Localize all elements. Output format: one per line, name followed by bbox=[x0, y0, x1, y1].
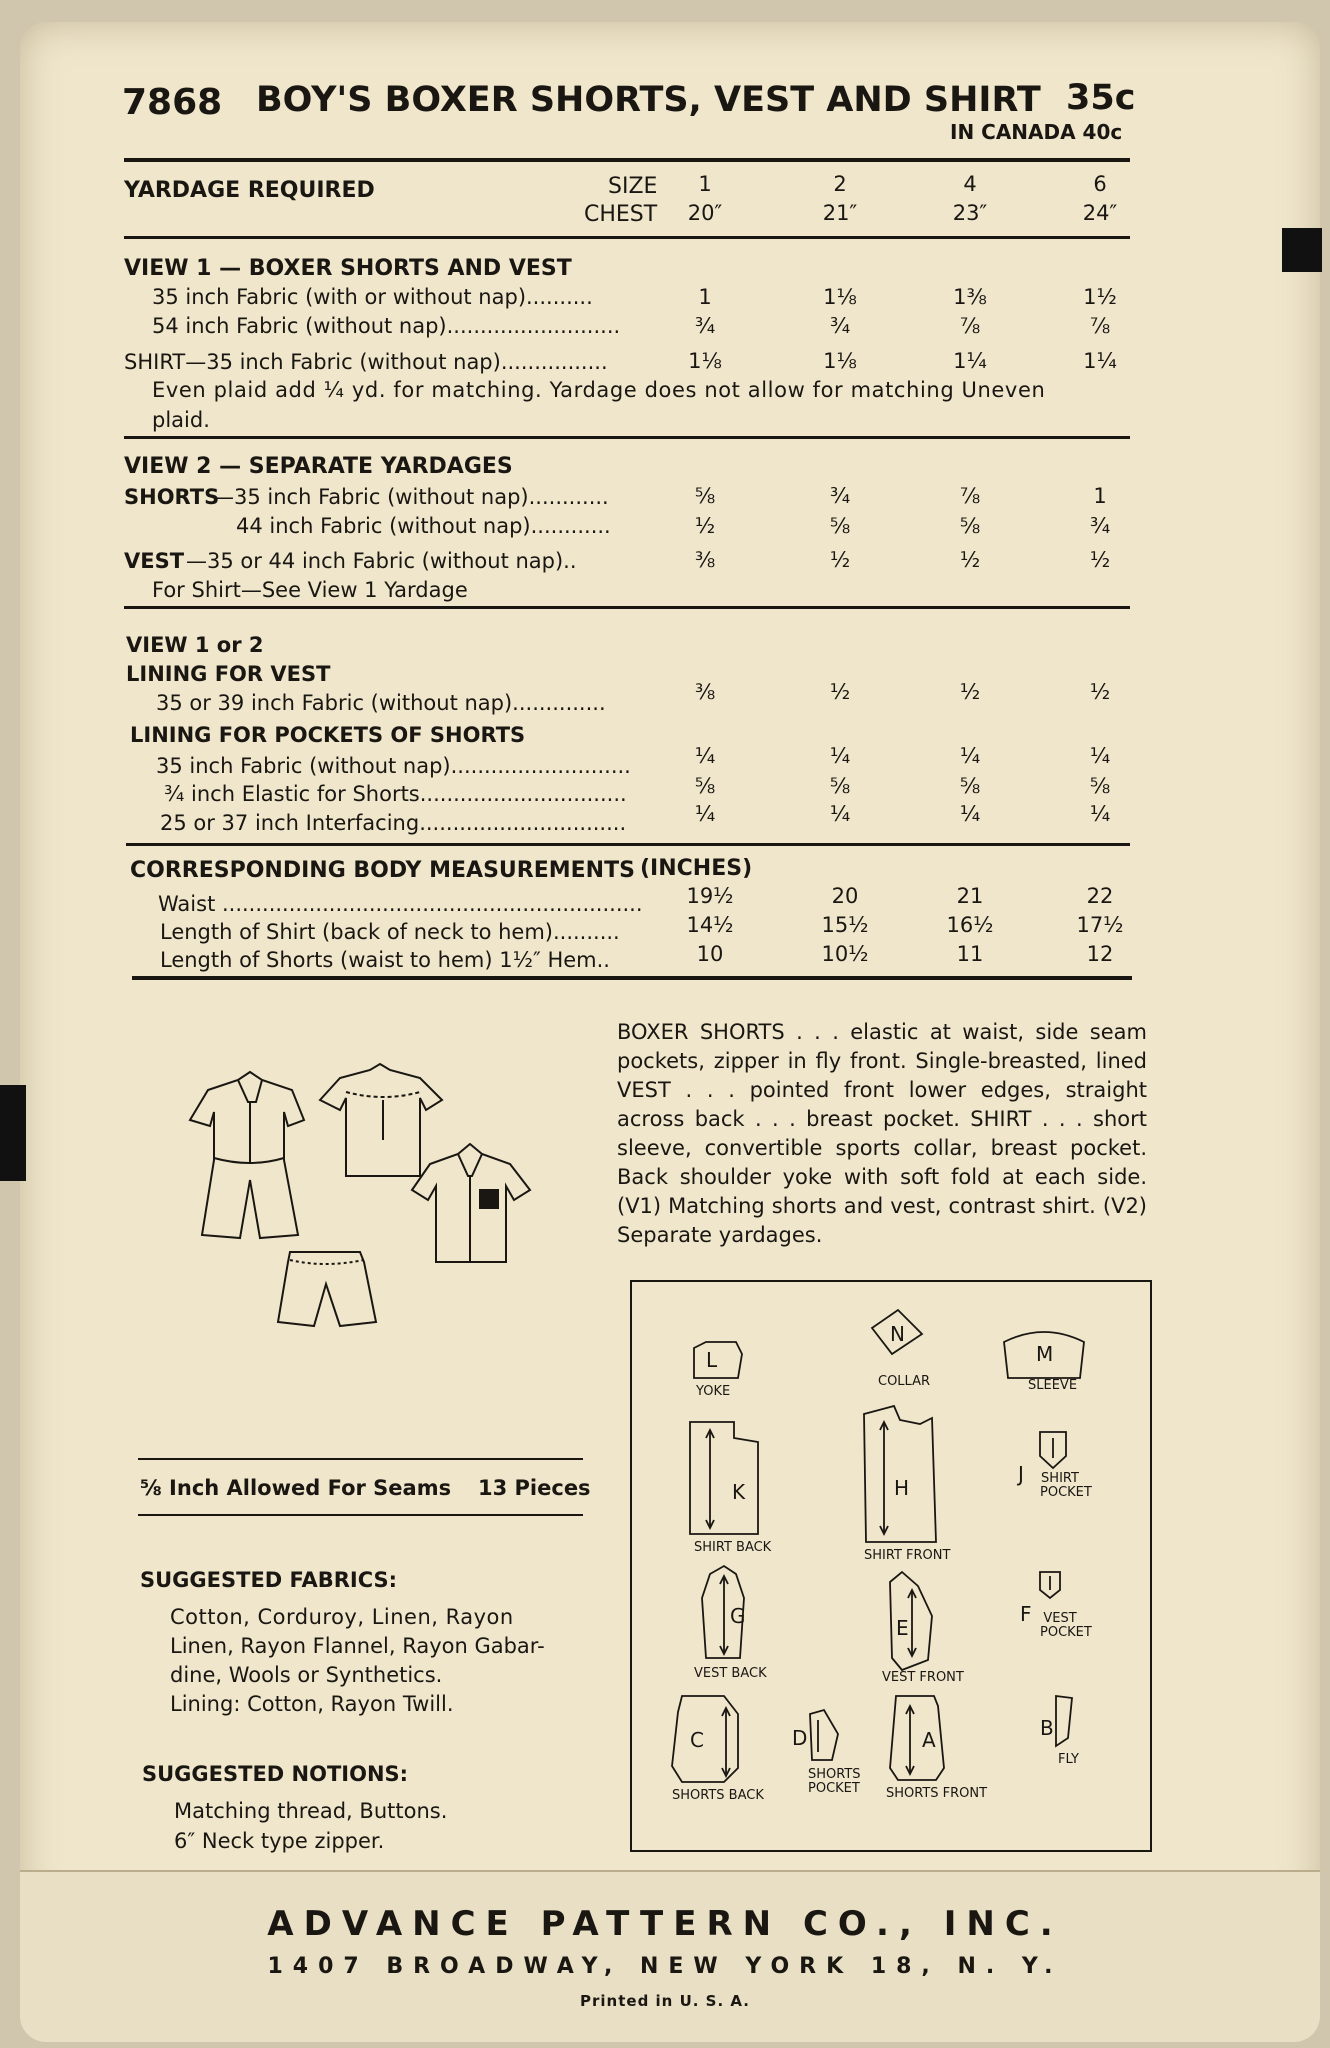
body-rule bbox=[132, 976, 1132, 980]
view2-rule bbox=[124, 606, 1130, 609]
view2-r1-v6: ¾ bbox=[1089, 514, 1111, 538]
vest-prefix: VEST bbox=[124, 549, 185, 573]
lining-vest-heading: LINING FOR VEST bbox=[126, 662, 331, 686]
view12-r2-v4: ¼ bbox=[959, 802, 981, 826]
lining-vest-v2: ½ bbox=[829, 680, 851, 704]
view1-row-label: 35 inch Fabric (with or without nap).......... bbox=[152, 285, 593, 309]
edge-marker-left bbox=[0, 1085, 26, 1181]
notions-line: 6″ Neck type zipper. bbox=[174, 1829, 385, 1853]
body-r2-v2: 10½ bbox=[821, 942, 869, 966]
size-1: 1 bbox=[698, 172, 712, 196]
body-r0-v6: 22 bbox=[1086, 884, 1114, 908]
view12-r2-v2: ¼ bbox=[829, 802, 851, 826]
notions-line: Matching thread, Buttons. bbox=[174, 1799, 448, 1823]
piece-letter: G bbox=[730, 1604, 746, 1628]
plaid-note-cont: plaid. bbox=[152, 408, 210, 432]
body-row-label: Waist ............................................................... bbox=[158, 892, 643, 916]
piece-name: VEST POCKET bbox=[1040, 1611, 1092, 1640]
chest-6: 24″ bbox=[1082, 201, 1118, 225]
pattern-title: BOY'S BOXER SHORTS, VEST AND SHIRT bbox=[256, 80, 1041, 120]
piece-letter: D bbox=[792, 1726, 808, 1750]
chest-label: CHEST bbox=[584, 202, 658, 227]
piece-letter: F bbox=[1020, 1602, 1032, 1626]
lining-vest-v1: ⅜ bbox=[694, 680, 716, 704]
view12-r1-v1: ⅝ bbox=[694, 774, 716, 798]
seams-bottom-rule bbox=[138, 1514, 583, 1516]
canada-price: IN CANADA 40c bbox=[950, 120, 1123, 144]
fabrics-line: Linen, Rayon Flannel, Rayon Gabar- bbox=[170, 1634, 545, 1658]
shorts-prefix: SHORTS bbox=[124, 485, 220, 509]
garment-illustrations bbox=[180, 1040, 560, 1330]
seams-top-rule bbox=[138, 1458, 583, 1460]
shirt-see-note: For Shirt—See View 1 Yardage bbox=[152, 578, 468, 602]
view12-r2-v1: ¼ bbox=[694, 802, 716, 826]
yardage-rule bbox=[124, 236, 1130, 239]
view2-r0-v6: 1 bbox=[1093, 484, 1107, 508]
piece-count: 13 Pieces bbox=[478, 1476, 591, 1500]
view12-r1-v4: ⅝ bbox=[959, 774, 981, 798]
fabrics-line: Lining: Cotton, Rayon Twill. bbox=[170, 1692, 454, 1716]
view1-r1-v6: ⅞ bbox=[1089, 314, 1111, 338]
lining-vest-v4: ½ bbox=[959, 680, 981, 704]
printed-in: Printed in U. S. A. bbox=[580, 1992, 750, 2010]
yardage-heading: YARDAGE REQUIRED bbox=[124, 178, 375, 203]
body-r2-v6: 12 bbox=[1086, 942, 1114, 966]
shorts-sketch bbox=[278, 1252, 376, 1326]
view1-r0-v4: 1⅜ bbox=[953, 285, 987, 309]
company-address: 1407 BROADWAY, NEW YORK 18, N. Y. bbox=[267, 1954, 1063, 1979]
body-r1-v6: 17½ bbox=[1076, 913, 1124, 937]
vest-row-label: —35 or 44 inch Fabric (without nap).. bbox=[186, 549, 577, 573]
pattern-number: 7868 bbox=[122, 82, 223, 123]
piece-name: SLEEVE bbox=[1028, 1378, 1078, 1393]
piece-name: FLY bbox=[1058, 1752, 1079, 1767]
view1-r0-v1: 1 bbox=[698, 285, 712, 309]
piece-name: YOKE bbox=[696, 1384, 731, 1399]
view2-r0-v2: ¾ bbox=[829, 484, 851, 508]
piece-letter: B bbox=[1040, 1716, 1054, 1740]
lining-vest-v6: ½ bbox=[1089, 680, 1111, 704]
vest-v1: ⅜ bbox=[694, 548, 716, 572]
lining-pockets-heading: LINING FOR POCKETS OF SHORTS bbox=[130, 723, 526, 747]
view12-r1-v6: ⅝ bbox=[1089, 774, 1111, 798]
view2-r1-v4: ⅝ bbox=[959, 514, 981, 538]
piece-letter: M bbox=[1036, 1342, 1054, 1366]
piece-name: SHIRT POCKET bbox=[1040, 1471, 1092, 1500]
view1-r1-v2: ¾ bbox=[829, 314, 851, 338]
vest-v4: ½ bbox=[959, 548, 981, 572]
body-r1-v2: 15½ bbox=[821, 913, 869, 937]
notions-heading: SUGGESTED NOTIONS: bbox=[142, 1762, 409, 1786]
shirt-v4: 1¼ bbox=[953, 349, 987, 373]
price: 35c bbox=[1066, 78, 1136, 118]
chest-4: 23″ bbox=[952, 201, 988, 225]
view12-r0-v2: ¼ bbox=[829, 744, 851, 768]
view2-r1-v2: ⅝ bbox=[829, 514, 851, 538]
piece-name: SHORTS BACK bbox=[672, 1788, 764, 1803]
body-r0-v1: 19½ bbox=[686, 884, 734, 908]
view1-r1-v4: ⅞ bbox=[959, 314, 981, 338]
edge-marker-right bbox=[1282, 228, 1322, 272]
fabrics-line: Cotton, Corduroy, Linen, Rayon bbox=[170, 1605, 514, 1629]
view12-heading: VIEW 1 or 2 bbox=[126, 633, 264, 657]
lining-vest-label: 35 or 39 inch Fabric (without nap).............. bbox=[156, 691, 606, 715]
view2-row-label: —35 inch Fabric (without nap)............ bbox=[213, 485, 609, 509]
view1-r0-v6: 1½ bbox=[1083, 285, 1117, 309]
body-r0-v4: 21 bbox=[956, 884, 984, 908]
chest-2: 21″ bbox=[822, 201, 858, 225]
piece-name: SHIRT FRONT bbox=[864, 1548, 951, 1563]
shirt-front-sketch bbox=[412, 1144, 530, 1262]
view2-r0-v4: ⅞ bbox=[959, 484, 981, 508]
size-label: SIZE bbox=[608, 174, 658, 199]
piece-letter: J bbox=[1018, 1462, 1024, 1486]
view12-row-label: ¾ inch Elastic for Shorts............................... bbox=[164, 782, 627, 806]
piece-name: COLLAR bbox=[878, 1374, 931, 1389]
piece-letter: C bbox=[690, 1728, 704, 1752]
body-row-label: Length of Shorts (waist to hem) 1½″ Hem.. bbox=[160, 948, 610, 972]
body-r2-v1: 10 bbox=[696, 942, 724, 966]
pattern-pieces-diagram bbox=[630, 1280, 1152, 1852]
size-6: 6 bbox=[1093, 172, 1107, 196]
piece-letter: L bbox=[706, 1348, 718, 1372]
fabrics-heading: SUGGESTED FABRICS: bbox=[140, 1568, 398, 1592]
size-4: 4 bbox=[963, 172, 977, 196]
fabrics-line: dine, Wools or Synthetics. bbox=[170, 1663, 443, 1687]
body-r2-v4: 11 bbox=[956, 942, 984, 966]
piece-name: SHORTS FRONT bbox=[886, 1786, 988, 1801]
vest-v6: ½ bbox=[1089, 548, 1111, 572]
view1-r0-v2: 1⅛ bbox=[823, 285, 857, 309]
view2-r1-v1: ½ bbox=[694, 514, 716, 538]
view12-r0-v6: ¼ bbox=[1089, 744, 1111, 768]
view1-r1-v1: ¾ bbox=[694, 314, 716, 338]
vest-v2: ½ bbox=[829, 548, 851, 572]
view2-r0-v1: ⅝ bbox=[694, 484, 716, 508]
piece-name: VEST BACK bbox=[694, 1666, 767, 1681]
body-r1-v1: 14½ bbox=[686, 913, 734, 937]
garment-description: BOXER SHORTS . . . elastic at waist, side seam pockets, zipper in fly front. Single-breasted, lined VEST . . . pointed front lower edges, straight across back . . . breast pocket. SHIRT . . . short sleeve, convertible sports collar, breast pocket. Back shoulder yoke with soft fold at each side. (V1) Matching shorts and vest, contrast shirt. (V2) Separate yardages. bbox=[617, 1020, 1147, 1247]
seam-allowance: ⅝ Inch Allowed For Seams bbox=[140, 1476, 452, 1500]
view12-r0-v4: ¼ bbox=[959, 744, 981, 768]
body-row-label: Length of Shirt (back of neck to hem).......... bbox=[160, 920, 620, 944]
shirt-and-shorts-front-sketch bbox=[190, 1072, 304, 1238]
company-name: ADVANCE PATTERN CO., INC. bbox=[267, 1904, 1063, 1944]
piece-name: VEST FRONT bbox=[882, 1670, 964, 1685]
body-heading: CORRESPONDING BODY MEASUREMENTS bbox=[130, 858, 635, 883]
size-2: 2 bbox=[833, 172, 847, 196]
shirt-row-label: SHIRT—35 inch Fabric (without nap)................ bbox=[124, 350, 608, 374]
view12-rule bbox=[126, 843, 1130, 846]
plaid-note: Even plaid add ¼ yd. for matching. Yardage does not allow for matching Uneven bbox=[152, 378, 1046, 402]
body-heading-unit: (INCHES) bbox=[640, 856, 753, 881]
view2-heading: VIEW 2 — SEPARATE YARDAGES bbox=[124, 454, 513, 479]
piece-letter: E bbox=[896, 1616, 909, 1640]
piece-letter: H bbox=[894, 1476, 910, 1500]
body-r0-v2: 20 bbox=[831, 884, 859, 908]
view1-rule bbox=[124, 436, 1130, 439]
header-rule bbox=[124, 158, 1130, 162]
view12-row-label: 35 inch Fabric (without nap)........................... bbox=[156, 754, 631, 778]
piece-name: SHIRT BACK bbox=[694, 1540, 772, 1555]
view12-r2-v6: ¼ bbox=[1089, 802, 1111, 826]
chest-1: 20″ bbox=[687, 201, 723, 225]
piece-name: SHORTS POCKET bbox=[808, 1767, 861, 1796]
shirt-back-sketch bbox=[320, 1064, 442, 1176]
view12-r1-v2: ⅝ bbox=[829, 774, 851, 798]
shirt-v6: 1¼ bbox=[1083, 349, 1117, 373]
piece-letter: N bbox=[890, 1322, 905, 1346]
body-r1-v4: 16½ bbox=[946, 913, 994, 937]
view2-row-label: 44 inch Fabric (without nap)............ bbox=[236, 514, 611, 538]
view1-row-label: 54 inch Fabric (without nap).......................... bbox=[152, 314, 621, 338]
view12-r0-v1: ¼ bbox=[694, 744, 716, 768]
piece-letter: A bbox=[922, 1728, 936, 1752]
view1-heading: VIEW 1 — BOXER SHORTS AND VEST bbox=[124, 256, 572, 281]
piece-letter: K bbox=[732, 1480, 746, 1504]
shirt-v2: 1⅛ bbox=[823, 349, 857, 373]
shirt-v1: 1⅛ bbox=[688, 349, 722, 373]
view12-row-label: 25 or 37 inch Interfacing............................... bbox=[160, 811, 627, 835]
